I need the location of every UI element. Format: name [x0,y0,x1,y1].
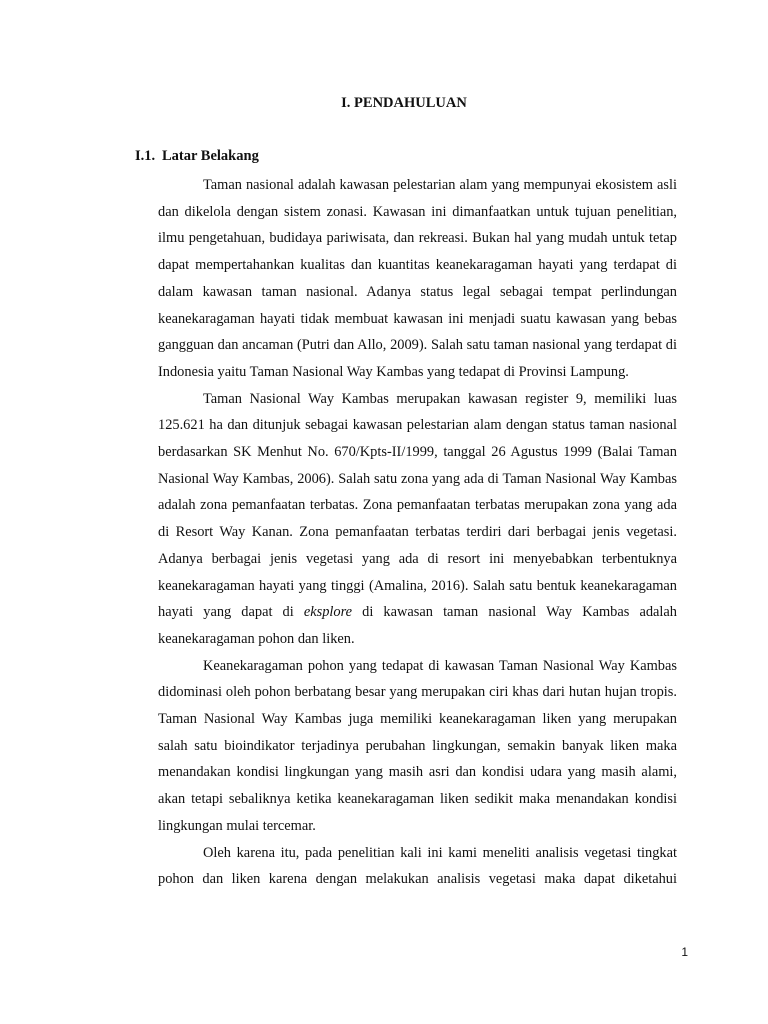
section-heading [135,146,259,166]
paragraph-1: Taman nasional adalah kawasan pelestarian alam yang mempunyai ekosistem asli dan dikelola dengan sistem zonasi. Kawasan ini dimanfaatkan untuk tujuan penelitian, ilmu pengetahuan, budidaya pariwisata, dan rekreasi. Bukan hal yang mudah untuk tetap dapat mempertahankan kualitas dan kuantitas keanekaragaman hayati yang terdapat di dalam kawasan taman nasional. Adanya status legal sebagai tempat perlindungan keanekaragaman hayati tidak membuat kawasan ini menjadi suatu kawasan yang bebas gangguan dan ancaman (Putri dan Allo, 2009). Salah satu taman nasional yang terdapat di Indonesia yaitu Taman Nasional Way Kambas yang tedapat di Provinsi Lampung. [158,177,677,380]
section-number: I.1. [135,148,156,164]
paragraph-4: Oleh karena itu, pada penelitian kali ini kami meneliti analisis vegetasi tingkat pohon dan liken karena dengan melakukan analisis vegetasi maka dapat diketahui [158,844,677,888]
chapter-title: I. PENDAHULUAN [341,95,467,111]
section-title: Latar Belakang [162,148,259,164]
paragraph-2 [158,386,677,653]
paragraph-2-text: Taman Nasional Way Kambas merupakan kawasan register 9, memiliki luas 125.621 ha dan ditunjuk sebagai kawasan pelestarian alam dengan status taman nasional berdasarkan SK Menhut No. 670/Kpts-II/1999, tanggal 26 Agustus 1999 (Balai Taman Nasional Way Kambas, 2006). Salah satu zona yang ada di Taman Nasional Way Kambas adalah zona pemanfaatan terbatas. Zona pemanfaatan terbatas merupakan zona yang ada di Resort Way Kanan. Zona pemanfaatan terbatas terdiri dari berbagai jenis vegetasi. Adanya berbagai jenis vegetasi yang ada di resort ini menyebabkan terbentuknya keanekaragaman hayati yang tinggi (Amalina, 2016). Salah satu bentuk keanekaragaman hayati yang dapat di [158,390,677,621]
italic-term: eksplore [303,604,353,621]
paragraph-2-text-end: di kawasan taman nasional Way Kambas adalah keanekaragaman pohon dan liken. [158,604,677,647]
page-number: 1 [681,945,688,959]
paragraph-3: Keanekaragaman pohon yang tedapat di kawasan Taman Nasional Way Kambas didominasi oleh pohon berbatang besar yang merupakan ciri khas dari hutan hujan tropis. Taman Nasional Way Kambas juga memiliki keanekaragaman liken yang merupakan salah satu bioindikator terjadinya perubahan lingkungan, semakin banyak liken maka menandakan kondisi lingkungan yang masih asri dan kondisi udara yang masih alami, akan tetapi sebaliknya ketika keanekaragaman liken sedikit maka menandakan kondisi lingkungan mulai tercemar. [158,657,677,834]
body-text [158,172,677,893]
